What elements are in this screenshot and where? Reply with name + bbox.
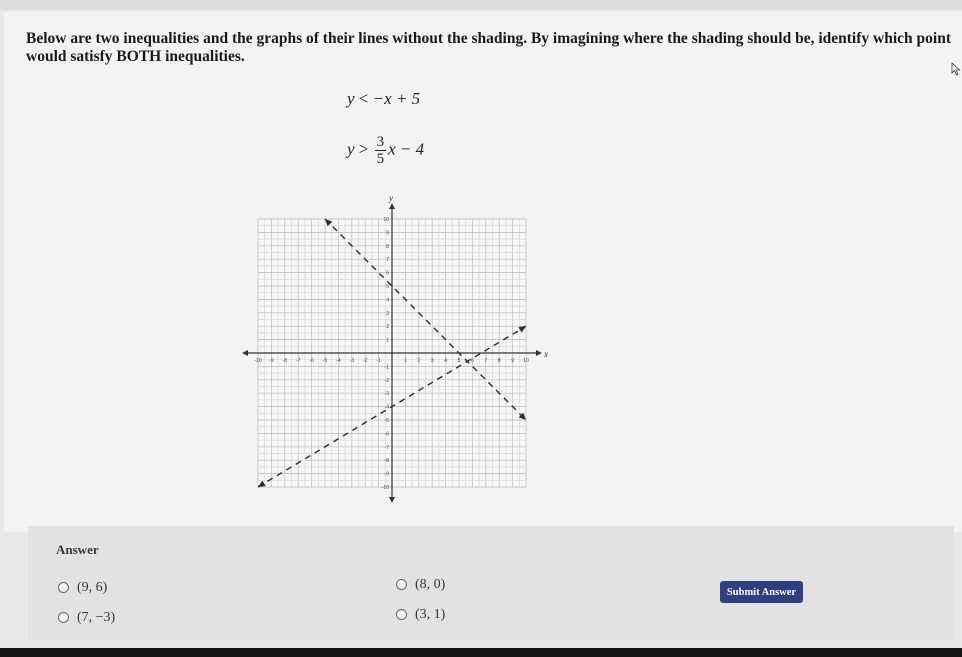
y-tick-label: -7 <box>384 444 389 451</box>
y-tick-label: -2 <box>384 377 389 384</box>
y-tick-label: 2 <box>386 324 389 331</box>
y-tick-label: -1 <box>384 364 389 371</box>
y-axis-label: y <box>389 193 393 203</box>
x-tick-label: -1 <box>376 358 381 364</box>
x-axis-arrow-right <box>536 350 542 356</box>
x-tick-label: -9 <box>269 358 274 364</box>
ineq1-op: < <box>358 89 369 108</box>
submit-answer-button[interactable]: Submit Answer <box>720 581 803 603</box>
mouse-cursor-icon <box>951 62 961 76</box>
x-tick-label: -2 <box>362 358 368 364</box>
x-tick-label: -5 <box>322 358 328 364</box>
y-tick-label: 5 <box>386 284 389 290</box>
radio-button[interactable] <box>58 612 69 623</box>
x-tick-label: -10 <box>254 358 262 364</box>
x-axis-label: x <box>544 349 548 359</box>
x-tick-label: 9 <box>511 358 514 364</box>
answer-panel <box>28 526 954 640</box>
x-tick-label: 7 <box>484 358 488 364</box>
choice-9-6[interactable] <box>58 580 107 596</box>
ineq2-op: > <box>358 139 369 159</box>
y-tick-label: -9 <box>384 471 389 478</box>
x-axis-arrow-left <box>242 350 248 356</box>
y-tick-label: -8 <box>384 458 389 465</box>
y-tick-label: -6 <box>384 431 389 438</box>
inequality-1 <box>347 89 420 109</box>
x-tick-label: -8 <box>282 358 288 364</box>
x-tick-label: -6 <box>309 358 314 364</box>
y-tick-label: -5 <box>384 418 389 424</box>
x-tick-label: 1 <box>404 358 407 364</box>
radio-button[interactable] <box>58 582 69 593</box>
choice-label: (9, 6) <box>77 580 108 595</box>
x-tick-label: 10 <box>523 358 529 364</box>
top-strip <box>0 0 962 10</box>
y-tick-label: -4 <box>384 404 389 411</box>
x-tick-label: -7 <box>295 358 301 364</box>
y-tick-label: -3 <box>384 391 389 398</box>
inequality-2 <box>347 134 424 174</box>
y-tick-label: 9 <box>386 230 389 237</box>
y-tick-label: 6 <box>386 270 389 277</box>
choice-8-0[interactable] <box>396 577 445 593</box>
x-tick-label: 2 <box>417 358 421 364</box>
y-tick-label: 7 <box>386 257 389 264</box>
y-tick-label: 10 <box>383 217 389 223</box>
bottom-bar <box>0 648 962 657</box>
fraction-numerator: 3 <box>376 134 385 150</box>
y-axis-arrow-up <box>389 203 395 209</box>
ineq2-lhs: y <box>347 139 355 159</box>
choice-label: (7, −3) <box>77 610 116 625</box>
fraction-denominator: 5 <box>376 151 385 167</box>
x-tick-label: -3 <box>349 358 355 364</box>
ineq1-rhs: −x + 5 <box>372 89 421 108</box>
coordinate-graph <box>242 193 554 503</box>
radio-button[interactable] <box>396 579 407 590</box>
question-prompt: Below are two inequalities and the graphs of their lines without the shading. By imagining where the shading should be, identify which point would satisfy BOTH inequalities. <box>26 30 951 65</box>
y-tick-label: -10 <box>381 485 389 491</box>
ineq2-rhs-tail: x − 4 <box>388 139 425 159</box>
y-axis-arrow-down <box>389 497 395 503</box>
x-tick-label: 4 <box>444 358 447 364</box>
x-tick-label: -4 <box>336 358 341 364</box>
y-tick-label: 3 <box>386 310 389 317</box>
choice-3-1[interactable] <box>396 607 445 623</box>
choice-7-neg3[interactable] <box>58 610 115 626</box>
choice-label: (8, 0) <box>415 577 446 592</box>
x-tick-label: 8 <box>497 358 501 364</box>
y-tick-label: 4 <box>386 297 389 304</box>
choice-label: (3, 1) <box>415 607 446 622</box>
y-tick-label: 8 <box>386 243 389 250</box>
answer-label: Answer <box>56 542 99 557</box>
ineq1-lhs: y <box>347 89 355 108</box>
ineq2-fraction <box>375 134 387 167</box>
y-tick-label: 1 <box>386 337 389 344</box>
radio-button[interactable] <box>396 609 407 620</box>
x-tick-label: 5 <box>457 358 461 364</box>
x-tick-label: 3 <box>430 358 434 364</box>
x-tick-label: 6 <box>471 358 474 364</box>
